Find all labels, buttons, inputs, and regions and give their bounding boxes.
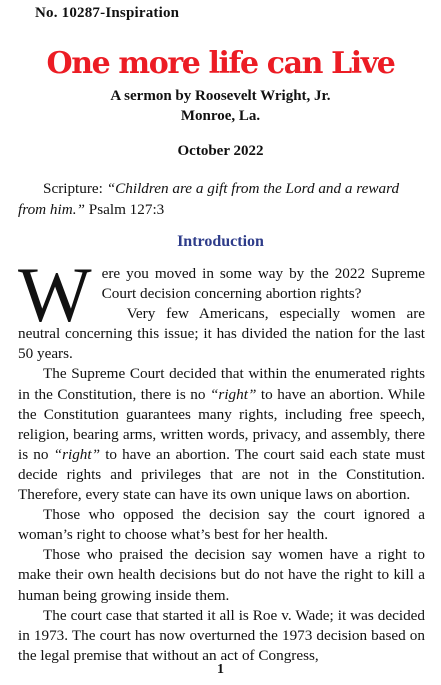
paragraph-text: to have an abortion. The court said each state must decide rights and privileges that are not in the Constitution. Therefore, every state can have its own unique laws on abortion. — [18, 445, 425, 504]
paragraph: Very few Americans, especially women are neutral concerning this issue; it has divided the nation for the last 50 years. — [18, 305, 425, 363]
tract-number: No. 10287-Inspiration — [35, 5, 180, 21]
scripture-quote: “Children are a gift from the Lord and a reward from him.” — [18, 180, 400, 218]
paragraph: The court case that started it all is Roe v. Wade; it was decided in 1973. The court has now overturned the 1973 decision based on the legal premise that without an act of Congress, — [18, 606, 425, 664]
paragraph-text: The Supreme Court decided that within the enumerated rights in the Constitution, there is no — [18, 365, 425, 403]
byline — [0, 86, 441, 126]
paragraph — [18, 364, 425, 505]
author-line: A sermon by Roosevelt Wright, Jr. — [110, 88, 331, 104]
page-number: 1 — [217, 662, 224, 677]
emphasis: “right” — [53, 445, 101, 463]
scripture-reference: Psalm 127:3 — [84, 201, 165, 218]
section-heading: Introduction — [177, 233, 264, 250]
paragraph-text: to have an abortion. While the Constitution guarantees many rights, including free speech, religion, bearing arms, written words, privacy, and assembly, there is no — [18, 385, 425, 463]
paragraph: Those who opposed the decision say the court ignored a woman’s right to choose what’s best for her health. — [18, 506, 425, 544]
sermon-body — [18, 251, 425, 666]
emphasis: “right” — [209, 385, 257, 403]
sermon-date: October 2022 — [177, 143, 264, 159]
location-line: Monroe, La. — [180, 108, 261, 124]
paragraph-text: ere you moved in some way by the 2022 Supreme Court decision concerning abortion rights? — [101, 265, 425, 303]
drop-cap: W — [18, 251, 92, 338]
scripture-block — [18, 178, 423, 220]
scripture-label: Scripture: — [43, 180, 107, 197]
page-title: One more life can Live — [46, 46, 395, 81]
paragraph: Those who praised the decision say women have a right to make their own health decisions but do not have the right to kill a human being growing inside them. — [18, 546, 425, 604]
